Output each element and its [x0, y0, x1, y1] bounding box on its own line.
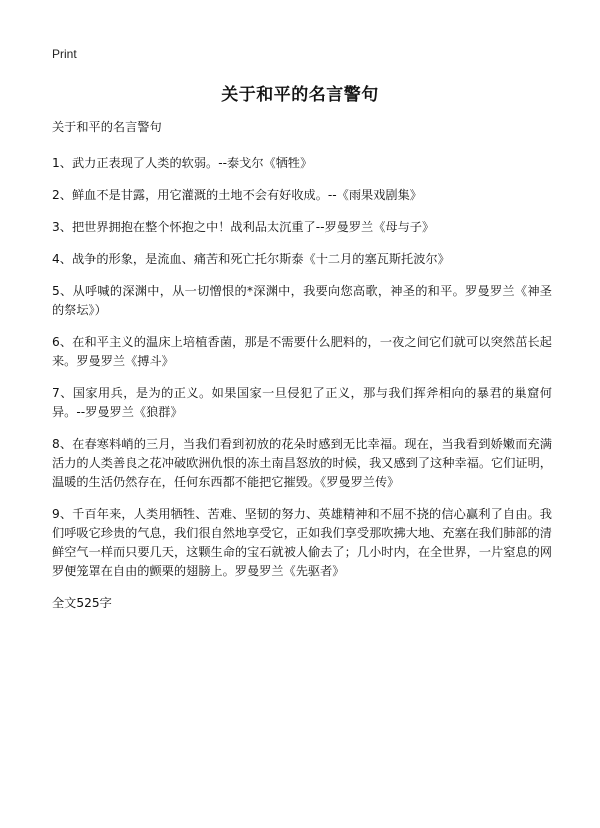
document-body — [52, 118, 552, 626]
quote-paragraph: 7、国家用兵，是为的正义。如果国家一旦侵犯了正义，那与我们挥斧相向的暴君的巢窟何异。--罗曼罗兰《狼群》 — [52, 386, 552, 419]
quote-paragraph: 4、战争的形象，是流血、痛苦和死亡托尔斯泰《十二月的塞瓦斯托波尔》 — [52, 252, 450, 266]
quote-paragraph: 6、在和平主义的温床上培植香菌，那是不需要什么肥料的，一夜之间它们就可以突然茁长起来。罗曼罗兰《搏斗》 — [52, 335, 552, 368]
quote-paragraph: 3、把世界拥抱在整个怀抱之中！战利品太沉重了--罗曼罗兰《母与子》 — [52, 220, 435, 234]
quote-paragraph: 5、从呼喊的深渊中，从一切憎恨的*深渊中，我要向您高歌，神圣的和平。罗曼罗兰《神圣的祭坛》） — [52, 284, 552, 317]
document-subtitle: 关于和平的名言警句 — [52, 120, 162, 134]
quote-paragraph: 2、鲜血不是甘露，用它灌溉的土地不会有好收成。--《雨果戏剧集》 — [52, 188, 422, 202]
print-link[interactable]: Print — [52, 47, 77, 61]
page-title: 关于和平的名言警句 — [221, 85, 379, 105]
quote-paragraph: 8、在春寒料峭的三月，当我们看到初放的花朵时感到无比幸福。现在，当我看到娇嫩而充满活力的人类善良之花冲破欧洲仇恨的冻土南昌怒放的时候，我又感到了这种幸福。它们证明，温暖的生活仍然存在，任何东西都不能把它摧毁。《罗曼罗兰传》 — [52, 437, 552, 489]
word-count: 全文525字 — [52, 596, 112, 610]
quote-paragraph: 9、千百年来，人类用牺牲、苦难、坚韧的努力、英雄精神和不屈不挠的信心赢利了自由。我们呼吸它珍贵的气息，我们很自然地享受它，正如我们享受那吹拂大地、充塞在我们肺部的清鲜空气一样而只要几天，这颗生命的宝石就被人偷去了；几小时内，在全世界，一片窒息的网罗便笼罩在自由的颤栗的翅膀上。罗曼罗兰《先驱者》 — [52, 507, 552, 578]
quote-paragraph: 1、武力正表现了人类的软弱。--泰戈尔《牺牲》 — [52, 156, 313, 170]
